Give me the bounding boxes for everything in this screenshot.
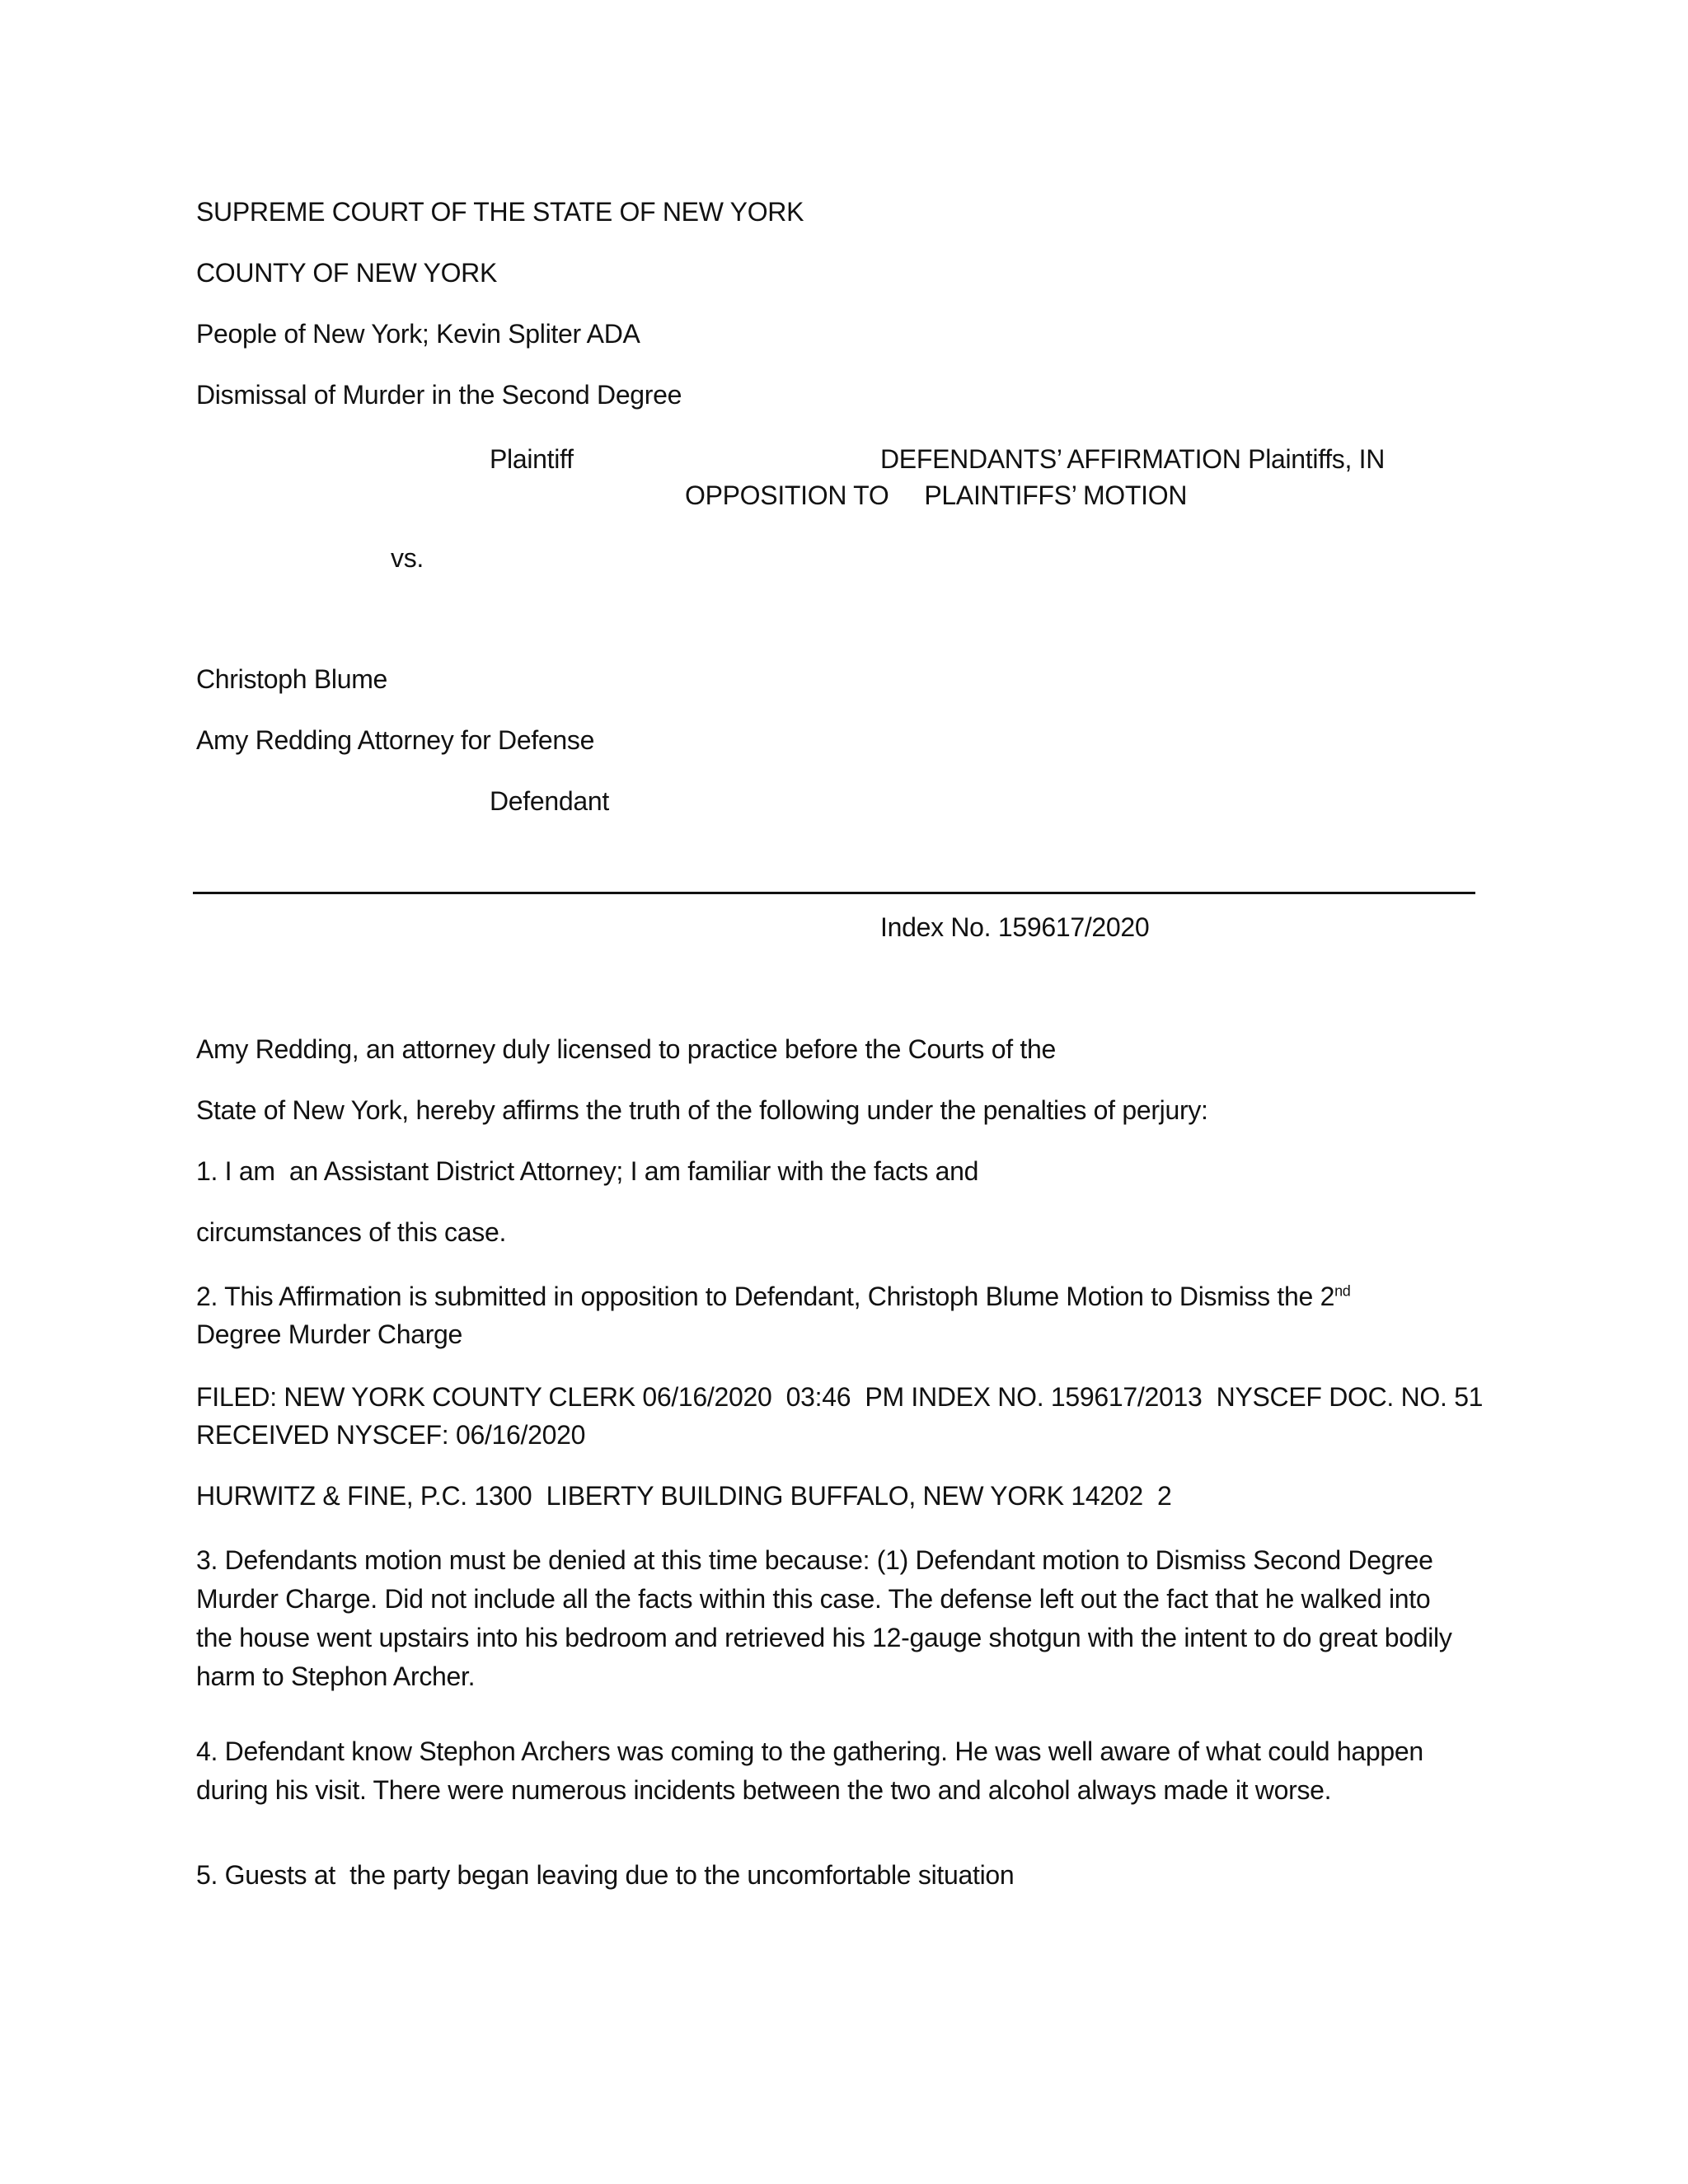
document-title-line-1: DEFENDANTS’ AFFIRMATION Plaintiffs, IN — [880, 444, 1386, 474]
paragraph-5: 5. Guests at the party began leaving due to the uncomfortable situation — [196, 1860, 1015, 1890]
paragraph-1-line-1: 1. I am an Assistant District Attorney; I am familiar with the facts and — [196, 1156, 979, 1186]
paragraph-4: 4. Defendant know Stephon Archers was coming to the gathering. He was well aware of what could happen during his visit. There were numerous incidents between the two and alcohol always made it worse. — [196, 1736, 1423, 1805]
court-name: SUPREME COURT OF THE STATE OF NEW YORK — [196, 197, 804, 227]
defendant-label: Defendant — [490, 786, 609, 816]
caption-divider — [193, 892, 1475, 894]
intro-line-1: Amy Redding, an attorney duly licensed to practice before the Courts of the — [196, 1034, 1056, 1064]
matter-description: Dismissal of Murder in the Second Degree — [196, 380, 682, 410]
defense-attorney-name: Amy Redding Attorney for Defense — [196, 725, 595, 755]
filed-stamp-line-2: RECEIVED NYSCEF: 06/16/2020 — [196, 1420, 586, 1450]
index-number: Index No. 159617/2020 — [880, 912, 1150, 942]
plaintiff-label: Plaintiff — [490, 444, 574, 474]
paragraph-2-text: 2. This Affirmation is submitted in opposition to Defendant, Christoph Blume Motion to Dismiss the 2 — [196, 1282, 1335, 1311]
defendant-party-name: Christoph Blume — [196, 664, 388, 694]
document-title-line-2: OPPOSITION TO PLAINTIFFS’ MOTION — [685, 480, 1188, 510]
paragraph-2-line-1 — [196, 1277, 1351, 1315]
ordinal-suffix: nd — [1334, 1282, 1351, 1300]
filed-stamp-line-1: FILED: NEW YORK COUNTY CLERK 06/16/2020 03:46 PM INDEX NO. 159617/2013 NYSCEF DOC. NO. 51 — [196, 1382, 1484, 1412]
law-firm-line: HURWITZ & FINE, P.C. 1300 LIBERTY BUILDING BUFFALO, NEW YORK 14202 2 — [196, 1481, 1172, 1511]
county-name: COUNTY OF NEW YORK — [196, 258, 498, 288]
paragraph-3: 3. Defendants motion must be denied at this time because: (1) Defendant motion to Dismiss Second Degree Murder Charge. Did not include all the facts within this case. The defense left out the fact that he walked into the house went upstairs into his bedroom and retrieved his 12-gauge shotgun with the intent to do great bodily harm to Stephon Archer. — [196, 1545, 1452, 1691]
paragraph-2-line-2: Degree Murder Charge — [196, 1319, 463, 1349]
versus-label: vs. — [391, 543, 424, 573]
plaintiff-party-name: People of New York; Kevin Spliter ADA — [196, 319, 640, 349]
paragraph-1-line-2: circumstances of this case. — [196, 1217, 507, 1247]
intro-line-2: State of New York, hereby affirms the truth of the following under the penalties of perjury: — [196, 1095, 1208, 1125]
